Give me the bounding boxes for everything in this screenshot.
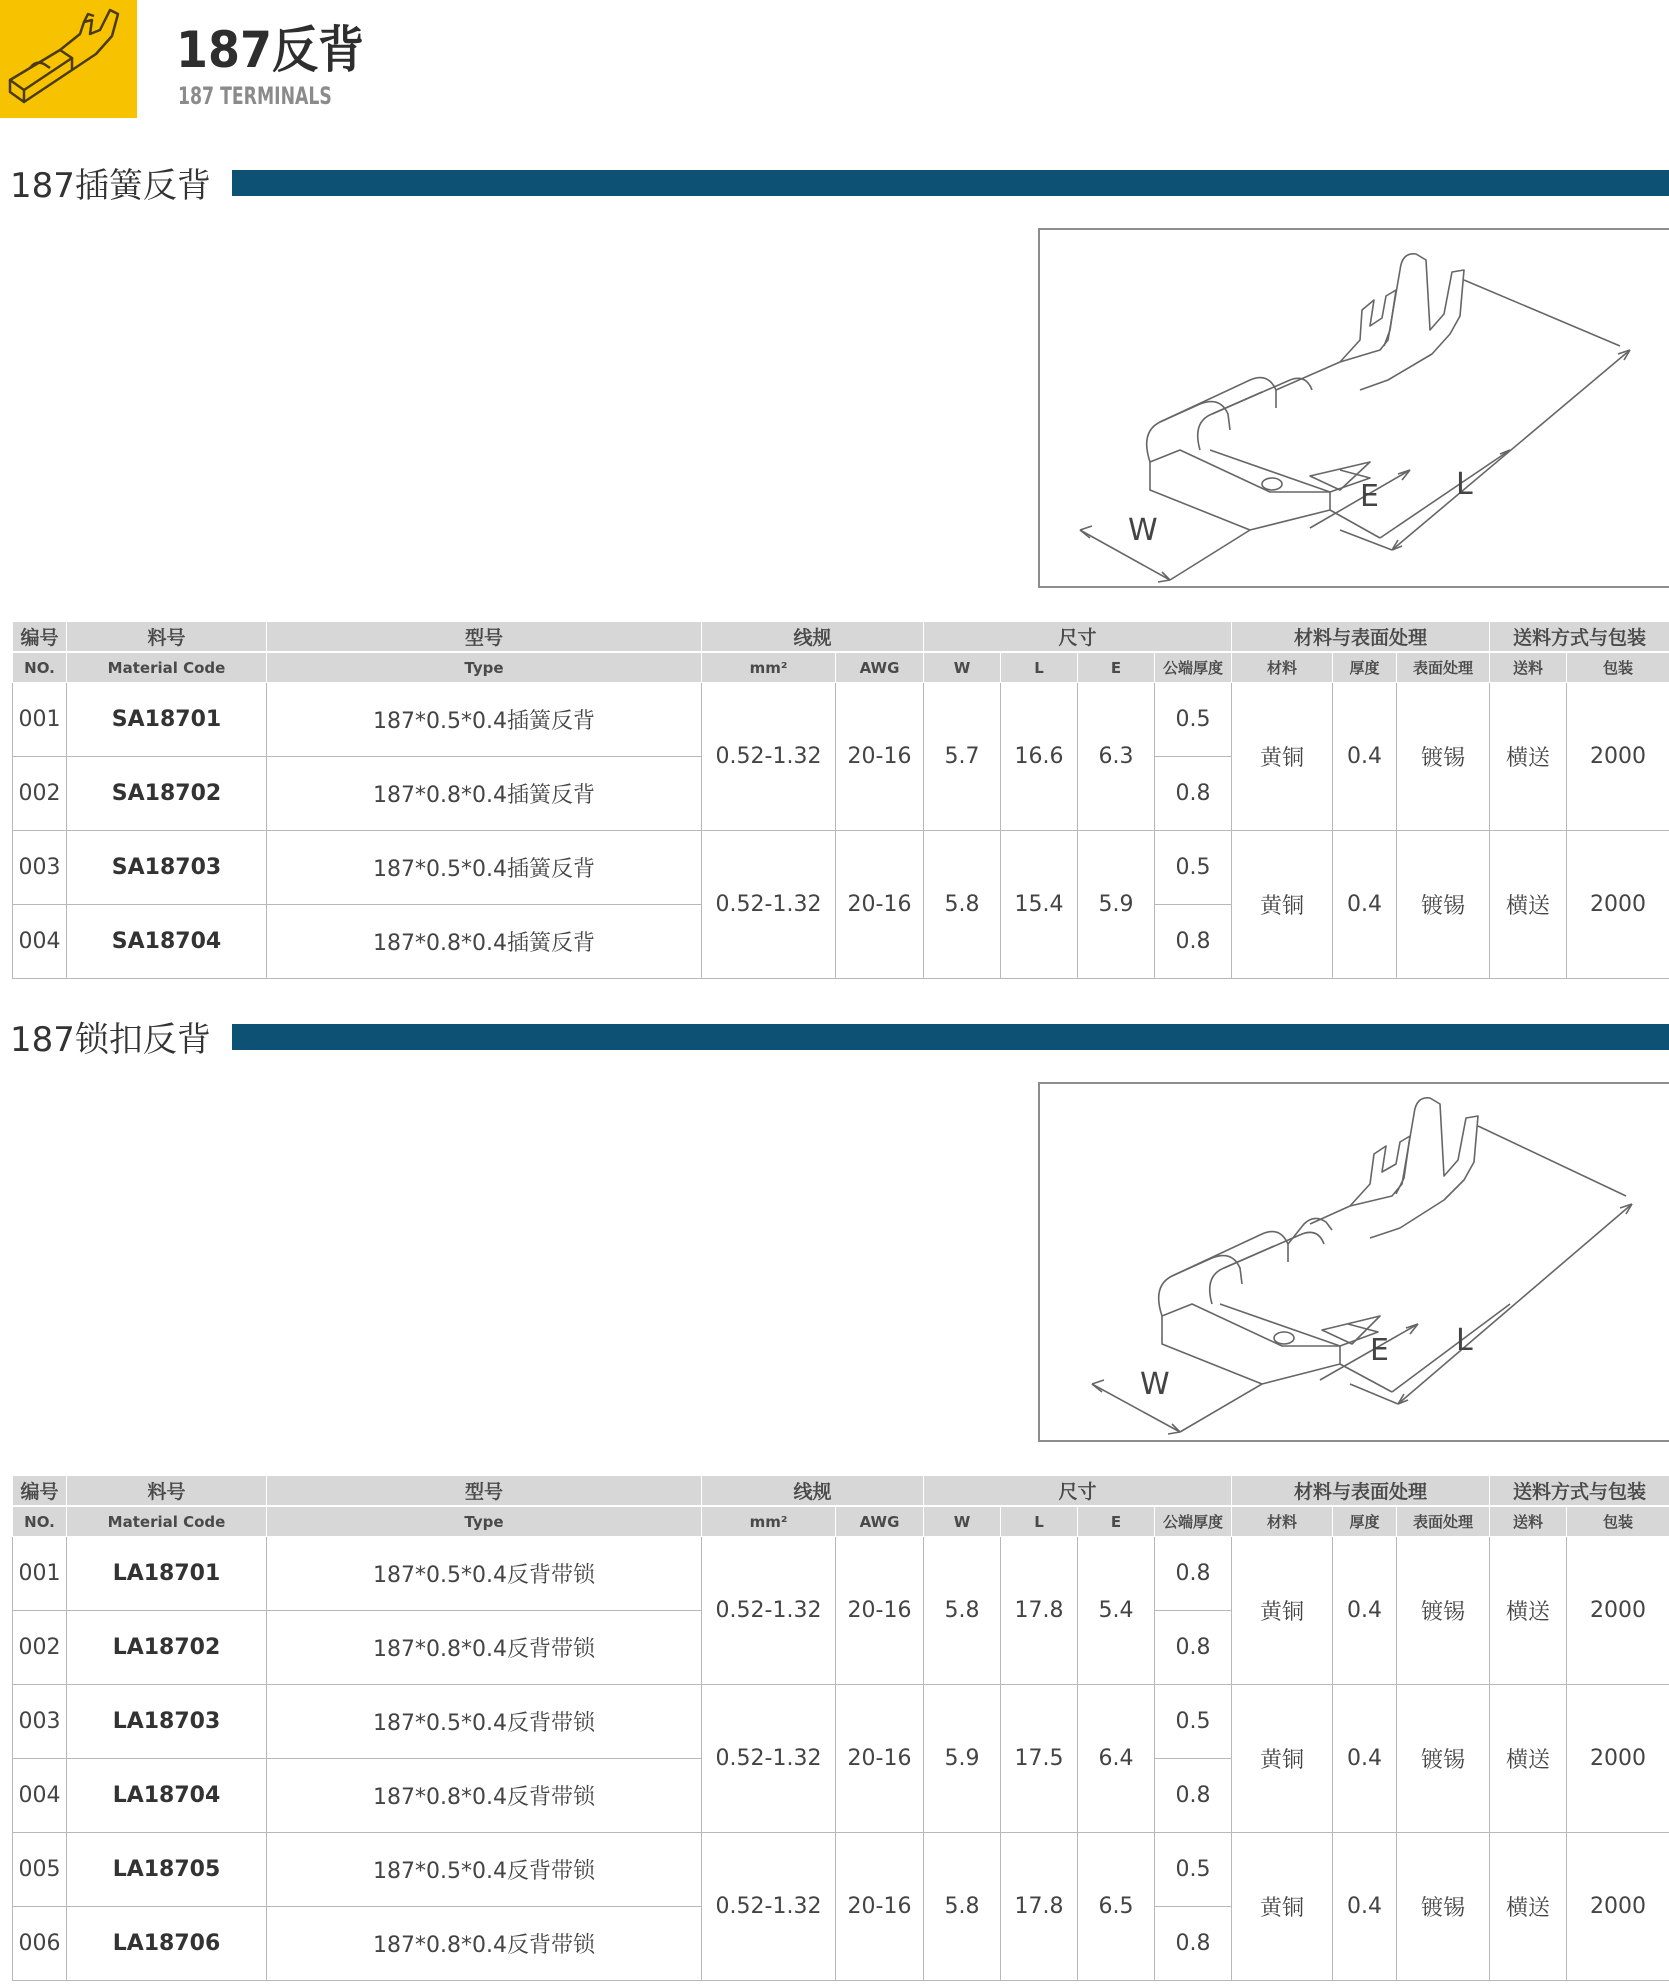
row-no: 002 <box>13 757 67 831</box>
header-mm2: mm² <box>702 652 836 683</box>
page-subtitle: 187 TERMINALS <box>178 82 332 110</box>
header-awg: AWG <box>836 652 924 683</box>
header-code-cn: 料号 <box>67 1476 267 1507</box>
header-e: E <box>1078 652 1155 683</box>
header-material: 材料 <box>1232 1506 1333 1537</box>
header-feed: 送料 <box>1490 1506 1567 1537</box>
row-code: LA18702 <box>67 1611 267 1685</box>
row-type: 187*0.5*0.4插簧反背 <box>267 831 702 905</box>
dim-e-label: E <box>1360 479 1379 514</box>
row-no: 004 <box>13 905 67 979</box>
header-type-en: Type <box>267 652 702 683</box>
row-code: SA18703 <box>67 831 267 905</box>
terminal-diagram-spring <box>1038 228 1669 588</box>
group-mm2: 0.52-1.32 <box>702 683 836 831</box>
header-tolerance: 公端厚度 <box>1155 1506 1232 1537</box>
group-thickness: 0.4 <box>1333 683 1397 831</box>
group-e: 6.4 <box>1078 1685 1155 1833</box>
header-l: L <box>1001 652 1078 683</box>
header-wire: 线规 <box>702 622 924 653</box>
group-pack: 2000 <box>1567 1833 1669 1981</box>
row-type: 187*0.8*0.4反背带锁 <box>267 1907 702 1981</box>
group-material: 黄铜 <box>1232 831 1333 979</box>
section-title-lock: 187锁扣反背 <box>10 1020 211 1060</box>
group-surface: 镀锡 <box>1397 1833 1490 1981</box>
group-surface: 镀锡 <box>1397 1685 1490 1833</box>
header-awg: AWG <box>836 1506 924 1537</box>
row-tolerance: 0.8 <box>1155 1537 1232 1611</box>
header-e: E <box>1078 1506 1155 1537</box>
group-awg: 20-16 <box>836 1537 924 1685</box>
header-tolerance: 公端厚度 <box>1155 652 1232 683</box>
header-thickness: 厚度 <box>1333 652 1397 683</box>
header-no-cn: 编号 <box>13 622 67 653</box>
header-material: 材料 <box>1232 652 1333 683</box>
group-w: 5.8 <box>924 1833 1001 1981</box>
group-w: 5.8 <box>924 831 1001 979</box>
row-tolerance: 0.8 <box>1155 1907 1232 1981</box>
header-feed-group: 送料方式与包装 <box>1490 1476 1669 1507</box>
row-code: LA18704 <box>67 1759 267 1833</box>
row-no: 001 <box>13 1537 67 1611</box>
row-type: 187*0.5*0.4反背带锁 <box>267 1537 702 1611</box>
group-material: 黄铜 <box>1232 1537 1333 1685</box>
terminal-logo-icon <box>0 0 137 118</box>
header-code-en: Material Code <box>67 652 267 683</box>
header-w: W <box>924 1506 1001 1537</box>
dim-e-label: E <box>1370 1333 1389 1368</box>
group-surface: 镀锡 <box>1397 831 1490 979</box>
table-row <box>13 831 1669 905</box>
group-awg: 20-16 <box>836 831 924 979</box>
group-l: 17.8 <box>1001 1833 1078 1981</box>
table-row <box>13 1537 1669 1611</box>
dim-l-label: L <box>1456 1323 1473 1358</box>
row-code: SA18701 <box>67 683 267 757</box>
group-pack: 2000 <box>1567 683 1669 831</box>
row-type: 187*0.5*0.4反背带锁 <box>267 1833 702 1907</box>
row-tolerance: 0.5 <box>1155 1685 1232 1759</box>
table-row <box>13 683 1669 757</box>
row-code: LA18706 <box>67 1907 267 1981</box>
dim-l-label: L <box>1456 467 1473 502</box>
group-w: 5.9 <box>924 1685 1001 1833</box>
header-material-group: 材料与表面处理 <box>1232 1476 1490 1507</box>
product-logo-box <box>0 0 137 118</box>
header-type-cn: 型号 <box>267 1476 702 1507</box>
group-feed: 横送 <box>1490 1685 1567 1833</box>
row-code: LA18701 <box>67 1537 267 1611</box>
row-no: 003 <box>13 831 67 905</box>
section-divider-bar <box>232 1024 1669 1050</box>
group-pack: 2000 <box>1567 1537 1669 1685</box>
group-thickness: 0.4 <box>1333 1537 1397 1685</box>
group-l: 16.6 <box>1001 683 1078 831</box>
group-thickness: 0.4 <box>1333 1833 1397 1981</box>
group-awg: 20-16 <box>836 1833 924 1981</box>
header-code-en: Material Code <box>67 1506 267 1537</box>
row-code: SA18702 <box>67 757 267 831</box>
row-tolerance: 0.5 <box>1155 831 1232 905</box>
row-type: 187*0.5*0.4插簧反背 <box>267 683 702 757</box>
group-surface: 镀锡 <box>1397 1537 1490 1685</box>
group-e: 5.9 <box>1078 831 1155 979</box>
header-mm2: mm² <box>702 1506 836 1537</box>
header-no-en: NO. <box>13 1506 67 1537</box>
header-size: 尺寸 <box>924 1476 1232 1507</box>
spec-table-spring <box>12 621 1669 979</box>
group-pack: 2000 <box>1567 1685 1669 1833</box>
header-wire: 线规 <box>702 1476 924 1507</box>
header-type-cn: 型号 <box>267 622 702 653</box>
row-type: 187*0.8*0.4插簧反背 <box>267 757 702 831</box>
group-material: 黄铜 <box>1232 1685 1333 1833</box>
header-feed-group: 送料方式与包装 <box>1490 622 1669 653</box>
group-awg: 20-16 <box>836 1685 924 1833</box>
group-feed: 横送 <box>1490 683 1567 831</box>
row-tolerance: 0.8 <box>1155 1611 1232 1685</box>
group-l: 17.8 <box>1001 1537 1078 1685</box>
row-no: 005 <box>13 1833 67 1907</box>
header-surface: 表面处理 <box>1397 652 1490 683</box>
row-tolerance: 0.8 <box>1155 1759 1232 1833</box>
header-code-cn: 料号 <box>67 622 267 653</box>
group-surface: 镀锡 <box>1397 683 1490 831</box>
group-feed: 横送 <box>1490 831 1567 979</box>
header-surface: 表面处理 <box>1397 1506 1490 1537</box>
row-no: 004 <box>13 1759 67 1833</box>
section-title-spring: 187插簧反背 <box>10 166 211 206</box>
page-title: 187反背 <box>176 21 365 79</box>
row-tolerance: 0.5 <box>1155 683 1232 757</box>
row-no: 002 <box>13 1611 67 1685</box>
row-tolerance: 0.5 <box>1155 1833 1232 1907</box>
header-size: 尺寸 <box>924 622 1232 653</box>
group-mm2: 0.52-1.32 <box>702 1685 836 1833</box>
header-type-en: Type <box>267 1506 702 1537</box>
group-thickness: 0.4 <box>1333 831 1397 979</box>
row-code: LA18705 <box>67 1833 267 1907</box>
table-row <box>13 1685 1669 1759</box>
row-type: 187*0.8*0.4反背带锁 <box>267 1759 702 1833</box>
header-no-en: NO. <box>13 652 67 683</box>
row-type: 187*0.5*0.4反背带锁 <box>267 1685 702 1759</box>
row-no: 006 <box>13 1907 67 1981</box>
row-type: 187*0.8*0.4插簧反背 <box>267 905 702 979</box>
dim-w-label: W <box>1128 513 1158 548</box>
group-e: 5.4 <box>1078 1537 1155 1685</box>
row-code: LA18703 <box>67 1685 267 1759</box>
group-l: 17.5 <box>1001 1685 1078 1833</box>
row-tolerance: 0.8 <box>1155 905 1232 979</box>
group-mm2: 0.52-1.32 <box>702 1833 836 1981</box>
group-w: 5.7 <box>924 683 1001 831</box>
group-awg: 20-16 <box>836 683 924 831</box>
dim-w-label: W <box>1140 1367 1170 1402</box>
header-thickness: 厚度 <box>1333 1506 1397 1537</box>
group-feed: 横送 <box>1490 1833 1567 1981</box>
row-no: 001 <box>13 683 67 757</box>
header-w: W <box>924 652 1001 683</box>
group-pack: 2000 <box>1567 831 1669 979</box>
header-l: L <box>1001 1506 1078 1537</box>
header-feed: 送料 <box>1490 652 1567 683</box>
group-material: 黄铜 <box>1232 683 1333 831</box>
group-w: 5.8 <box>924 1537 1001 1685</box>
header-no-cn: 编号 <box>13 1476 67 1507</box>
row-tolerance: 0.8 <box>1155 757 1232 831</box>
row-no: 003 <box>13 1685 67 1759</box>
header-material-group: 材料与表面处理 <box>1232 622 1490 653</box>
group-e: 6.5 <box>1078 1833 1155 1981</box>
group-l: 15.4 <box>1001 831 1078 979</box>
group-thickness: 0.4 <box>1333 1685 1397 1833</box>
group-e: 6.3 <box>1078 683 1155 831</box>
row-code: SA18704 <box>67 905 267 979</box>
header-pack: 包装 <box>1567 1506 1669 1537</box>
terminal-diagram-lock <box>1038 1082 1669 1442</box>
group-feed: 横送 <box>1490 1537 1567 1685</box>
row-type: 187*0.8*0.4反背带锁 <box>267 1611 702 1685</box>
section-divider-bar <box>232 170 1669 196</box>
group-mm2: 0.52-1.32 <box>702 831 836 979</box>
table-row <box>13 1833 1669 1907</box>
group-mm2: 0.52-1.32 <box>702 1537 836 1685</box>
group-material: 黄铜 <box>1232 1833 1333 1981</box>
header-pack: 包装 <box>1567 652 1669 683</box>
spec-table-lock <box>12 1475 1669 1981</box>
